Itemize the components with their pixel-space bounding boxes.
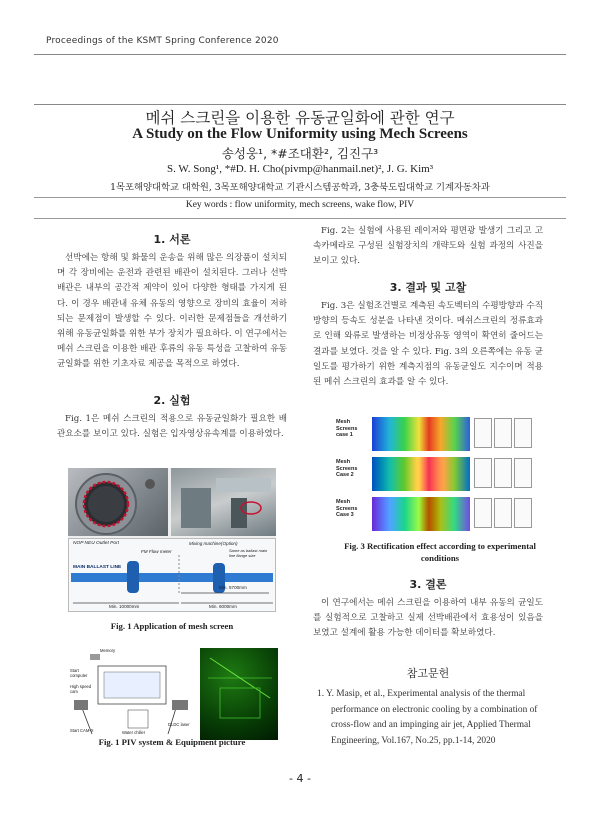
piv-label-laser: DLDC laser <box>168 722 190 727</box>
conclusion-paragraph: 이 연구에서는 메쉬 스크린을 이용하여 내부 유동의 균일도를 실험적으로 고찰하고 실제 선박배관에서 효용성이 있음을 보였고 설계에 활용 가능한 데이터를 확보하였다. <box>313 598 543 639</box>
piv-label-start-cam: Start CAM-X <box>70 728 94 733</box>
diagram-label-flowmeter: FM Flow meter <box>141 549 172 554</box>
fig3-profile-plot <box>514 498 532 528</box>
figure-piv-system <box>68 648 278 740</box>
reference-item: 1. Y. Masip, et al., Experimental analysis of the thermal performance on electronic cooling by a combination of cross-flow and an impinging air jet, Applied Thermal Engineering, Vol.167, No.25, pp.1-14, 2020 <box>317 689 538 746</box>
section-references <box>313 665 543 749</box>
fig3-velocity-contour <box>372 497 470 531</box>
fig3-row-label: Mesh Screens Case 2 <box>336 459 358 478</box>
fig3-velocity-contour <box>372 457 470 491</box>
fig3-row-case2 <box>336 456 548 493</box>
figure-1-mesh-screen <box>68 468 276 612</box>
fig3-row-case3 <box>336 496 548 533</box>
authors-english: S. W. Song¹, *#D. H. Cho(pivmp@hanmail.net)², J. G. Kim³ <box>167 163 433 175</box>
section-experiment <box>57 392 287 442</box>
fig3-profile-plot <box>494 418 512 448</box>
section-intro <box>57 231 287 373</box>
authors-korean: 송성웅¹, *#조대환², 김진구³ <box>221 146 379 161</box>
pipe-icon <box>171 468 276 536</box>
experiment-continued-paragraph: Fig. 2는 실험에 사용된 레이저와 평면광 발생기 그리고 고속카메라로 구성된 실험장치의 개략도와 실험 과정의 사진을 보이고 있다. <box>313 226 543 267</box>
fig3-profile-plot <box>494 498 512 528</box>
diagram-label-same-as: Same as ballast main line flange size <box>229 548 268 558</box>
diagram-label-min-10000: Min. 10000mm <box>109 604 140 609</box>
ballast-line-diagram <box>68 538 276 612</box>
section-heading-references: 참고문헌 <box>406 667 450 680</box>
keywords-rule-top <box>34 197 566 198</box>
running-head: Proceedings of the KSMT Spring Conference 2020 <box>46 36 279 46</box>
diagram-label-main-line: MAIN BALLAST LINE <box>73 565 122 570</box>
section-experiment-continued <box>313 224 543 270</box>
diagram-label-min-5700: Min. 5700mm <box>219 585 247 590</box>
intro-paragraph: 선박에는 항해 및 화물의 운송을 위해 많은 의장품이 설치되며 각 장비에는 운전과 관련된 배관이 설치된다. 그러나 선박 배관은 내부의 공간적 제약이 있어 다양한 형태를 가지게 된다. 이 경우 배관내 유체 유동의 영향으로 장비의 효율이 저하되는 문제점이 발생할 수 있다. 이러한 문제점들을 개선하기 위해 유동균일화를 위한 부가 장치가 필요하다. 이 연구에서는 메쉬 스크린을 이용한 배관 후류의 유동 특성을 고찰하여 유동균일화를 위한 기초자료 제공을 목적으로 하였다. <box>57 253 287 370</box>
pipe-room-photo <box>171 468 276 536</box>
piv-label-high-speed: High speed cam <box>70 684 92 694</box>
fig3-velocity-contour <box>372 417 470 451</box>
piv-laser-photo <box>200 648 278 740</box>
mesh-screen-photo <box>68 468 168 536</box>
figure-piv-caption: Fig. 1 PIV system & Equipment picture <box>98 737 246 747</box>
piv-schematic <box>68 648 196 740</box>
fig3-profile-plot <box>474 498 492 528</box>
fig3-profile-plot <box>514 458 532 488</box>
section-conclusion <box>313 576 543 642</box>
fig3-profile-plot <box>474 458 492 488</box>
section-heading-experiment: 2. 실험 <box>153 394 191 407</box>
section-heading-intro: 1. 서론 <box>153 233 191 246</box>
figure-1-caption: Fig. 1 Application of mesh screen <box>110 621 234 631</box>
piv-label-memory: Memory <box>100 648 116 653</box>
section-results <box>313 279 543 390</box>
flange-icon <box>68 468 168 536</box>
fig3-row-label: Mesh Screens case 1 <box>336 419 358 438</box>
laser-sheet-icon <box>200 648 278 740</box>
results-paragraph: Fig. 3은 실험조건별로 계측된 속도벡터의 수평방향과 수직방향의 등속도 성분을 나타낸 것이다. 메쉬스크린의 정류효과로 인해 와류로 발생하는 비정상유동 영역이 확연히 줄어드는 결과를 보였다. 것을 알 수 있다. Fig. 3의 오른쪽에는 유동 균일도를 평가하기 위한 계측지점의 유동균일도 지수이며 적용된 메쉬 스크린의 효과를 알 수 있다. <box>313 301 543 388</box>
fig3-profile-plot <box>494 458 512 488</box>
figure-3-rectification <box>336 416 548 534</box>
fig3-row-case1 <box>336 416 548 453</box>
diagram-label-mixing: Mixing machine(Option) <box>189 541 238 546</box>
experiment-paragraph: Fig. 1은 메쉬 스크린의 적용으로 유동균일화가 필요한 배관요소를 보이고 있다. 실험은 입자영상유속계를 이용하였다. <box>57 414 287 440</box>
diagram-label-min-6000: Min. 6000mm <box>209 604 237 609</box>
page-number: - 4 - <box>289 772 311 785</box>
fig3-profile-plot <box>514 418 532 448</box>
piv-label-start-computer: Start computer <box>70 668 88 678</box>
header-rule <box>34 54 566 55</box>
fig3-profile-plot <box>474 418 492 448</box>
section-heading-results: 3. 결과 및 고찰 <box>389 281 467 294</box>
figure-3-caption: Fig. 3 Rectification effect according to experimental conditions <box>344 541 536 563</box>
title-rule-top <box>34 104 566 105</box>
keywords: Key words : flow uniformity, mech screens, wake flow, PIV <box>185 200 415 210</box>
piv-label-water-chiller: Water chiller <box>122 730 146 735</box>
title-korean: 메쉬 스크린을 이용한 유동균일화에 관한 연구 <box>145 109 455 127</box>
fig3-row-label: Mesh Screens Case 3 <box>336 499 358 518</box>
section-heading-conclusion: 3. 결론 <box>409 578 447 591</box>
affiliations: 1목포해양대학교 대학원, 3목포해양대학교 기관시스템공학과, 3충북도립대학교 기계자동차과 <box>110 182 490 193</box>
diagram-label-outlet: NOP NEU Outlet Port <box>73 541 119 546</box>
title-english: A Study on the Flow Uniformity using Mech Screens <box>132 126 468 142</box>
keywords-rule-bottom <box>34 218 566 219</box>
